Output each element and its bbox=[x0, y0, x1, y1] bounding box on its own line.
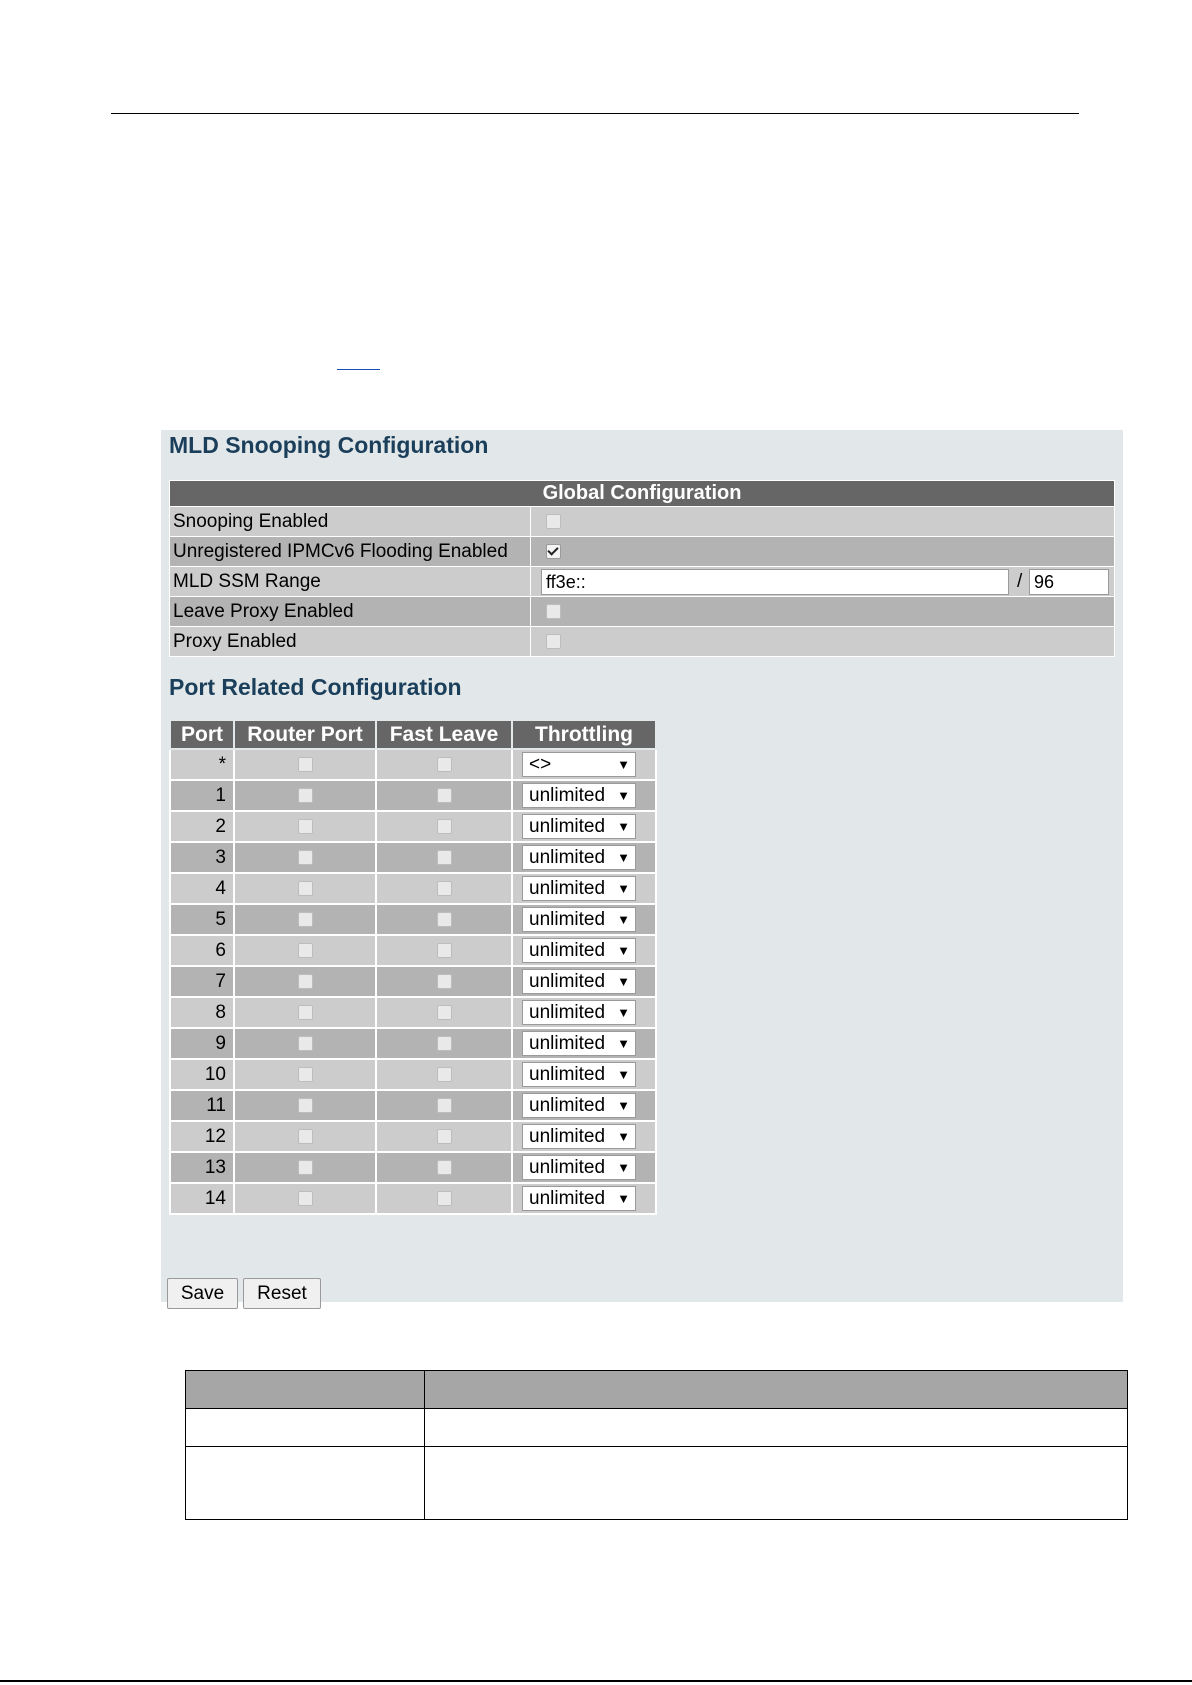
port-row bbox=[170, 842, 656, 873]
description-cell bbox=[425, 1447, 1128, 1520]
reset-button[interactable]: Reset bbox=[243, 1278, 321, 1309]
dropdown-arrow-icon: ▼ bbox=[617, 881, 630, 896]
port-row bbox=[170, 873, 656, 904]
proxy-enabled-checkbox[interactable] bbox=[546, 634, 561, 649]
dropdown-arrow-icon: ▼ bbox=[617, 819, 630, 834]
fast-leave-checkbox[interactable] bbox=[437, 1098, 452, 1113]
throttling-select[interactable] bbox=[522, 1093, 636, 1118]
port-number: 3 bbox=[170, 842, 234, 873]
fast-leave-checkbox[interactable] bbox=[437, 943, 452, 958]
page-footer-rule bbox=[0, 1680, 1192, 1682]
description-cell bbox=[186, 1447, 425, 1520]
throttling-value: unlimited bbox=[529, 1002, 606, 1023]
port-row bbox=[170, 966, 656, 997]
port-column-header: Port bbox=[170, 720, 234, 749]
mld-snooping-panel bbox=[161, 430, 1123, 1302]
port-number: 6 bbox=[170, 935, 234, 966]
port-row bbox=[170, 749, 656, 780]
port-row bbox=[170, 1059, 656, 1090]
router-port-checkbox[interactable] bbox=[298, 757, 313, 772]
throttling-select[interactable] bbox=[522, 752, 636, 777]
throttling-value: unlimited bbox=[529, 847, 606, 868]
dropdown-arrow-icon: ▼ bbox=[617, 1191, 630, 1206]
throttling-value: unlimited bbox=[529, 971, 606, 992]
router-port-checkbox[interactable] bbox=[298, 1129, 313, 1144]
router-port-checkbox[interactable] bbox=[298, 943, 313, 958]
proxy-enabled-label: Proxy Enabled bbox=[170, 627, 531, 657]
description-header-cell bbox=[186, 1371, 425, 1409]
port-row bbox=[170, 1090, 656, 1121]
throttling-select[interactable] bbox=[522, 1186, 636, 1211]
port-section-title: Port Related Configuration bbox=[169, 674, 462, 700]
ssm-range-row bbox=[170, 567, 1115, 597]
port-number: 14 bbox=[170, 1183, 234, 1214]
router-port-checkbox[interactable] bbox=[298, 850, 313, 865]
router-port-checkbox[interactable] bbox=[298, 1160, 313, 1175]
ssm-prefix-input[interactable] bbox=[541, 569, 1009, 595]
throttling-value: unlimited bbox=[529, 816, 606, 837]
port-number: 8 bbox=[170, 997, 234, 1028]
snooping-enabled-row bbox=[170, 507, 1115, 537]
port-number: 4 bbox=[170, 873, 234, 904]
fast-leave-column-header: Fast Leave bbox=[376, 720, 512, 749]
throttling-value: unlimited bbox=[529, 1033, 606, 1054]
fast-leave-checkbox[interactable] bbox=[437, 1129, 452, 1144]
throttling-select[interactable] bbox=[522, 938, 636, 963]
port-number: 12 bbox=[170, 1121, 234, 1152]
dropdown-arrow-icon: ▼ bbox=[617, 788, 630, 803]
panel-title: MLD Snooping Configuration bbox=[169, 432, 489, 458]
port-number: 10 bbox=[170, 1059, 234, 1090]
throttling-value: unlimited bbox=[529, 909, 606, 930]
throttling-select[interactable] bbox=[522, 783, 636, 808]
port-row bbox=[170, 811, 656, 842]
throttling-value: unlimited bbox=[529, 1064, 606, 1085]
global-config-table bbox=[169, 480, 1115, 657]
router-port-checkbox[interactable] bbox=[298, 881, 313, 896]
ssm-range-label: MLD SSM Range bbox=[170, 567, 531, 597]
fast-leave-checkbox[interactable] bbox=[437, 819, 452, 834]
router-port-checkbox[interactable] bbox=[298, 1036, 313, 1051]
throttling-select[interactable] bbox=[522, 876, 636, 901]
snooping-enabled-checkbox[interactable] bbox=[546, 514, 561, 529]
flooding-enabled-checkbox[interactable] bbox=[546, 544, 561, 559]
dropdown-arrow-icon: ▼ bbox=[617, 1067, 630, 1082]
throttling-select[interactable] bbox=[522, 1062, 636, 1087]
dropdown-arrow-icon: ▼ bbox=[617, 912, 630, 927]
throttling-select[interactable] bbox=[522, 845, 636, 870]
router-port-checkbox[interactable] bbox=[298, 912, 313, 927]
flooding-enabled-label: Unregistered IPMCv6 Flooding Enabled bbox=[170, 537, 531, 567]
leave-proxy-label: Leave Proxy Enabled bbox=[170, 597, 531, 627]
dropdown-arrow-icon: ▼ bbox=[617, 1129, 630, 1144]
router-port-checkbox[interactable] bbox=[298, 1191, 313, 1206]
port-number: 9 bbox=[170, 1028, 234, 1059]
description-table bbox=[185, 1370, 1128, 1520]
throttling-select[interactable] bbox=[522, 814, 636, 839]
dropdown-arrow-icon: ▼ bbox=[617, 757, 630, 772]
fast-leave-checkbox[interactable] bbox=[437, 881, 452, 896]
description-cell bbox=[186, 1409, 425, 1447]
throttling-value: unlimited bbox=[529, 1188, 606, 1209]
port-row bbox=[170, 1152, 656, 1183]
global-config-header: Global Configuration bbox=[170, 481, 1115, 507]
throttling-value: unlimited bbox=[529, 940, 606, 961]
port-row bbox=[170, 1183, 656, 1214]
ssm-length-input[interactable] bbox=[1029, 569, 1109, 595]
throttling-value: unlimited bbox=[529, 1095, 606, 1116]
dropdown-arrow-icon: ▼ bbox=[617, 1160, 630, 1175]
throttling-value: unlimited bbox=[529, 785, 606, 806]
throttling-select[interactable] bbox=[522, 1000, 636, 1025]
router-port-column-header: Router Port bbox=[234, 720, 376, 749]
throttling-value: <> bbox=[529, 754, 552, 775]
fast-leave-checkbox[interactable] bbox=[437, 1067, 452, 1082]
save-button[interactable]: Save bbox=[167, 1278, 238, 1309]
fast-leave-checkbox[interactable] bbox=[437, 757, 452, 772]
fast-leave-checkbox[interactable] bbox=[437, 1036, 452, 1051]
throttling-select[interactable] bbox=[522, 969, 636, 994]
throttling-value: unlimited bbox=[529, 878, 606, 899]
router-port-checkbox[interactable] bbox=[298, 819, 313, 834]
port-number: 5 bbox=[170, 904, 234, 935]
router-port-checkbox[interactable] bbox=[298, 974, 313, 989]
fast-leave-checkbox[interactable] bbox=[437, 1191, 452, 1206]
flooding-enabled-row bbox=[170, 537, 1115, 567]
port-number: 1 bbox=[170, 780, 234, 811]
leave-proxy-checkbox[interactable] bbox=[546, 604, 561, 619]
fast-leave-checkbox[interactable] bbox=[437, 788, 452, 803]
throttling-select[interactable] bbox=[522, 1031, 636, 1056]
snooping-enabled-label: Snooping Enabled bbox=[170, 507, 531, 537]
dropdown-arrow-icon: ▼ bbox=[617, 1036, 630, 1051]
throttling-value: unlimited bbox=[529, 1126, 606, 1147]
proxy-enabled-row bbox=[170, 627, 1115, 657]
port-number: 7 bbox=[170, 966, 234, 997]
dropdown-arrow-icon: ▼ bbox=[617, 850, 630, 865]
leave-proxy-row bbox=[170, 597, 1115, 627]
description-cell bbox=[425, 1409, 1128, 1447]
throttling-value: unlimited bbox=[529, 1157, 606, 1178]
fast-leave-checkbox[interactable] bbox=[437, 850, 452, 865]
dropdown-arrow-icon: ▼ bbox=[617, 1098, 630, 1113]
port-config-table bbox=[169, 719, 657, 1215]
port-row bbox=[170, 904, 656, 935]
ssm-separator: / bbox=[1017, 571, 1023, 592]
throttling-column-header: Throttling bbox=[512, 720, 656, 749]
port-number: 11 bbox=[170, 1090, 234, 1121]
port-row bbox=[170, 1028, 656, 1059]
port-row bbox=[170, 997, 656, 1028]
port-row bbox=[170, 1121, 656, 1152]
throttling-select[interactable] bbox=[522, 1124, 636, 1149]
port-row bbox=[170, 935, 656, 966]
fast-leave-checkbox[interactable] bbox=[437, 912, 452, 927]
dropdown-arrow-icon: ▼ bbox=[617, 1005, 630, 1020]
dropdown-arrow-icon: ▼ bbox=[617, 943, 630, 958]
port-number: 13 bbox=[170, 1152, 234, 1183]
router-port-checkbox[interactable] bbox=[298, 1098, 313, 1113]
router-port-checkbox[interactable] bbox=[298, 1067, 313, 1082]
page-header-rule bbox=[111, 113, 1079, 114]
port-number: * bbox=[170, 749, 234, 780]
router-port-checkbox[interactable] bbox=[298, 1005, 313, 1020]
document-link[interactable] bbox=[337, 355, 380, 370]
throttling-select[interactable] bbox=[522, 907, 636, 932]
fast-leave-checkbox[interactable] bbox=[437, 1005, 452, 1020]
fast-leave-checkbox[interactable] bbox=[437, 974, 452, 989]
dropdown-arrow-icon: ▼ bbox=[617, 974, 630, 989]
router-port-checkbox[interactable] bbox=[298, 788, 313, 803]
port-number: 2 bbox=[170, 811, 234, 842]
throttling-select[interactable] bbox=[522, 1155, 636, 1180]
description-header-cell bbox=[425, 1371, 1128, 1409]
fast-leave-checkbox[interactable] bbox=[437, 1160, 452, 1175]
port-row bbox=[170, 780, 656, 811]
